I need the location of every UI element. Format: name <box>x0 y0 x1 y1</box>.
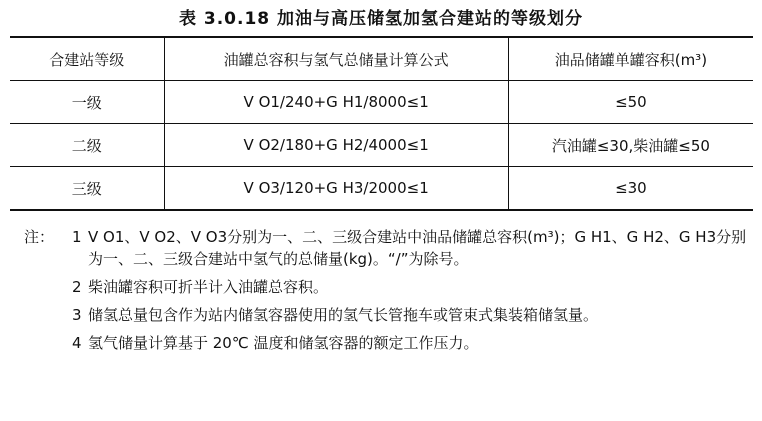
note-text: V O1、V O2、V O3分别为一、二、三级合建站中油品储罐总容积(m³)；G H1、G H2、G H3分别为一、二、三级合建站中氢气的总储量(kg)。“/”为除号。 <box>88 228 747 268</box>
header-grade: 合建站等级 <box>10 37 164 81</box>
note-text: 柴油罐容积可折半计入油罐总容积。 <box>88 278 329 296</box>
note-text: 氢气储量计算基于 20℃ 温度和储氢容器的额定工作压力。 <box>88 334 479 352</box>
note-item <box>24 304 759 326</box>
notes-lead: 注： <box>24 228 55 246</box>
cell-grade: 一级 <box>10 81 164 124</box>
table-row <box>10 124 753 167</box>
note-number: 3 <box>72 306 82 324</box>
notes-section <box>24 226 759 360</box>
cell-formula: V O3/120+G H3/2000≤1 <box>164 167 508 211</box>
note-item <box>24 332 759 354</box>
table-row <box>10 167 753 211</box>
header-formula: 油罐总容积与氢气总储量计算公式 <box>164 37 508 81</box>
note-number: 4 <box>72 334 82 352</box>
note-number: 1 <box>72 228 82 246</box>
note-text: 储氢总量包含作为站内储氢容器使用的氢气长管拖车或管束式集装箱储氢量。 <box>88 306 599 324</box>
cell-single-tank-volume: 汽油罐≤30,柴油罐≤50 <box>508 124 753 167</box>
cell-grade: 三级 <box>10 167 164 211</box>
cell-grade: 二级 <box>10 124 164 167</box>
cell-single-tank-volume: ≤30 <box>508 167 753 211</box>
cell-single-tank-volume: ≤50 <box>508 81 753 124</box>
table-title: 表 3.0.18 加油与高压储氢加氢合建站的等级划分 <box>178 9 584 29</box>
table-row <box>10 81 753 124</box>
note-item <box>24 276 759 298</box>
note-number: 2 <box>72 278 82 296</box>
grade-table <box>10 36 753 211</box>
cell-formula: V O2/180+G H2/4000≤1 <box>164 124 508 167</box>
table-header-row <box>10 37 753 81</box>
note-item <box>24 226 759 270</box>
header-single-tank-volume: 油品储罐单罐容积(m³) <box>508 37 753 81</box>
cell-formula: V O1/240+G H1/8000≤1 <box>164 81 508 124</box>
